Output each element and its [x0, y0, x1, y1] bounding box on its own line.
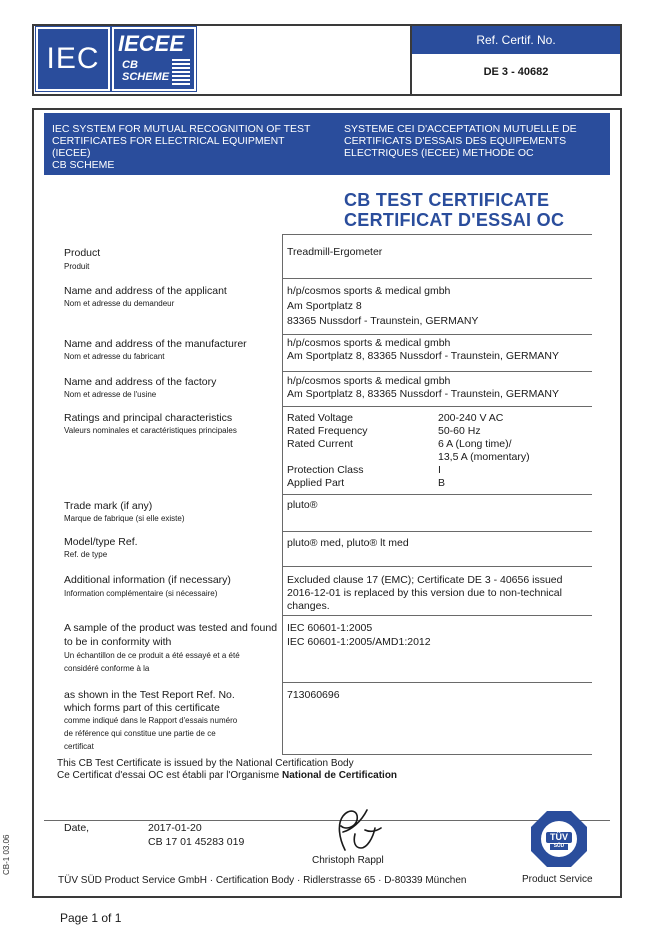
row-divider: [282, 615, 592, 616]
sample-label: to be in conformity with: [64, 636, 172, 648]
rated-current-value: 6 A (Long time)/: [438, 438, 512, 450]
trademark-label: Trade mark (if any): [64, 500, 153, 512]
ratings-label: Ratings and principal characteristics: [64, 412, 233, 424]
factory-line: Am Sportplatz 8, 83365 Nussdorf - Traunstein, GERMANY: [287, 388, 559, 400]
system-en-line: CERTIFICATES FOR ELECTRICAL EQUIPMENT (IECEE): [52, 135, 285, 159]
row-divider: [282, 494, 592, 495]
rated-voltage-value: 200-240 V AC: [438, 412, 504, 424]
manufacturer-line: h/p/cosmos sports & medical gmbh: [287, 337, 451, 349]
system-en-line: CB SCHEME: [52, 159, 115, 171]
standard-line: IEC 60601-1:2005: [287, 622, 373, 634]
applicant-label-fr: Nom et adresse du demandeur: [64, 299, 175, 308]
iecee-logo-text: IECEE: [118, 31, 185, 56]
report-label: as shown in the Test Report Ref. No.: [64, 689, 235, 701]
model-value: pluto® med, pluto® lt med: [287, 537, 409, 549]
sample-label-fr: Un échantillon de ce produit a été essayé et a été: [64, 651, 240, 660]
applied-part-name: Applied Part: [287, 477, 345, 489]
manufacturer-line: Am Sportplatz 8, 83365 Nussdorf - Traunstein, GERMANY: [287, 350, 559, 362]
additional-label: Additional information (if necessary): [64, 574, 231, 586]
row-divider: [282, 531, 592, 532]
system-title-en: [52, 123, 322, 171]
applicant-line: h/p/cosmos sports & medical gmbh: [287, 285, 451, 297]
cb-logo-text: CB: [122, 59, 138, 71]
product-value: Treadmill-Ergometer: [287, 246, 383, 258]
row-divider: [282, 406, 592, 407]
product-label-fr: Produit: [64, 262, 90, 271]
tuv-logo: [530, 810, 588, 868]
ref-number: DE 3 - 40682: [483, 66, 549, 78]
issued-fr: [57, 770, 397, 782]
ratings-label-fr: Valeurs nominales et caractéristiques principales: [64, 426, 237, 435]
rated-frequency-value: 50-60 Hz: [438, 425, 481, 437]
applicant-line: Am Sportplatz 8: [287, 300, 362, 312]
issued-fr-text: Ce Certificat d'essai OC est établi par l'Organisme: [57, 770, 283, 781]
signatory-name: Christoph Rappl: [312, 855, 384, 866]
row-divider: [282, 371, 592, 372]
issued-fr-bold: National de Certification: [282, 770, 398, 781]
row-divider: [282, 278, 592, 279]
system-title-fr: [344, 123, 604, 159]
signature-image: [325, 802, 385, 858]
report-number: 713060696: [287, 689, 340, 701]
sample-label: A sample of the product was tested and found: [64, 622, 278, 634]
iecee-logo: [112, 27, 196, 91]
manufacturer-label-fr: Nom et adresse du fabricant: [64, 352, 165, 361]
rated-voltage-name: Rated Voltage: [287, 412, 353, 424]
trademark-label-fr: Marque de fabrique (si elle existe): [64, 514, 185, 523]
protection-class-value: I: [438, 464, 441, 476]
trademark-value: pluto®: [287, 499, 318, 511]
factory-label-fr: Nom et adresse de l'usine: [64, 390, 157, 399]
rated-current-name: Rated Current: [287, 438, 353, 450]
report-label: which forms part of this certificate: [64, 702, 220, 714]
row-divider: [282, 754, 592, 755]
cb-number: CB 17 01 45283 019: [148, 836, 245, 848]
model-label: Model/type Ref.: [64, 536, 138, 548]
additional-line: changes.: [287, 600, 330, 612]
factory-line: h/p/cosmos sports & medical gmbh: [287, 375, 451, 387]
applied-part-value: B: [438, 477, 446, 489]
product-service-label: Product Service: [522, 874, 593, 885]
report-label-fr: certificat: [64, 742, 94, 751]
applicant-line: 83365 Nussdorf - Traunstein, GERMANY: [287, 315, 479, 327]
system-fr-line: ELECTRIQUES (IECEE) METHODE OC: [344, 147, 534, 159]
rated-current-value2: 13,5 A (momentary): [438, 451, 530, 463]
cert-title-en: CB TEST CERTIFICATE: [344, 190, 550, 210]
iec-iecee-logo: [36, 27, 196, 91]
stripes-icon: [172, 59, 190, 87]
row-divider: [282, 566, 592, 567]
cert-title-fr: CERTIFICAT D'ESSAI OC: [344, 210, 565, 230]
date-value: 2017-01-20: [148, 822, 202, 834]
factory-label: Name and address of the factory: [64, 376, 217, 388]
date-label: Date,: [64, 822, 90, 834]
system-fr-line: SYSTEME CEI D'ACCEPTATION MUTUELLE DE: [344, 123, 577, 135]
issued-en: This CB Test Certificate is issued by the National Certification Body: [57, 758, 354, 769]
ref-label: Ref. Certif. No.: [412, 26, 620, 54]
scheme-logo-text: SCHEME: [122, 71, 170, 83]
iec-logo: IEC: [36, 27, 110, 91]
manufacturer-label: Name and address of the manufacturer: [64, 338, 247, 350]
row-divider: [282, 682, 592, 683]
side-form-code: CB-1 03.06: [2, 834, 11, 875]
row-divider: [282, 334, 592, 335]
report-label-fr: de référence qui constitue une partie de ce: [64, 729, 216, 738]
page-number: Page 1 of 1: [60, 911, 122, 925]
rated-frequency-name: Rated Frequency: [287, 425, 368, 437]
standard-line: IEC 60601-1:2005/AMD1:2012: [287, 636, 431, 648]
organization-line: TÜV SÜD Product Service GmbH · Certification Body · Ridlerstrasse 65 · D-80339 München: [58, 875, 467, 886]
additional-label-fr: Information complémentaire (si nécessaire): [64, 589, 218, 598]
protection-class-name: Protection Class: [287, 464, 364, 476]
sud-text: SÜD: [553, 843, 565, 849]
applicant-label: Name and address of the applicant: [64, 285, 227, 297]
additional-line: Excluded clause 17 (EMC); Certificate DE 3 - 40656 issued: [287, 574, 563, 586]
additional-line: 2016-12-01 is replaced by this version due to non-technical: [287, 587, 562, 599]
model-label-fr: Ref. de type: [64, 550, 108, 559]
row-divider: [282, 234, 592, 235]
system-fr-line: CERTIFICATS D'ESSAIS DES EQUIPEMENTS: [344, 135, 567, 147]
sample-label-fr: considéré conforme à la: [64, 664, 150, 673]
tuv-text: TÜV: [550, 832, 568, 842]
report-label-fr: comme indiqué dans le Rapport d'essais numéro: [64, 716, 238, 725]
product-label: Product: [64, 247, 101, 259]
system-en-line: IEC SYSTEM FOR MUTUAL RECOGNITION OF TEST: [52, 123, 311, 135]
